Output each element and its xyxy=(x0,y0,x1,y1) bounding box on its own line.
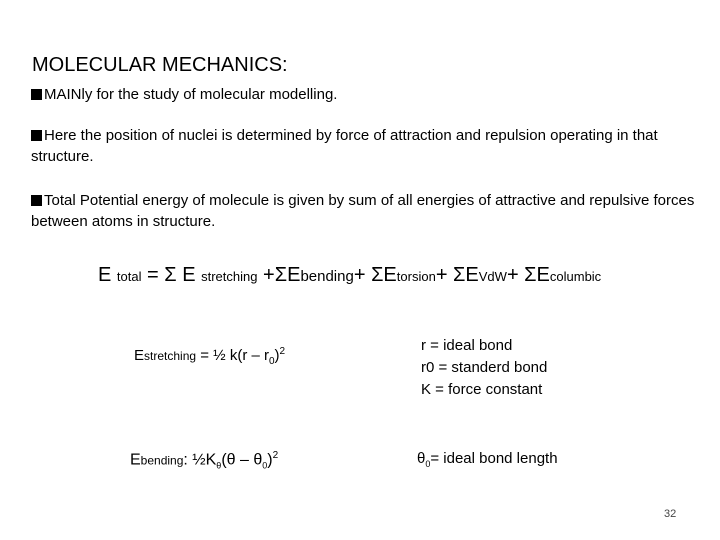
theta-definition xyxy=(417,450,558,469)
eq-bending-sub: bending xyxy=(300,268,354,285)
bend-open: (θ – θ xyxy=(221,451,263,469)
square-bullet-icon xyxy=(31,130,42,141)
eq-vdw-sub: VdW xyxy=(478,269,507,284)
total-energy-equation xyxy=(98,264,601,287)
eq-lhs-sub: total xyxy=(116,269,142,284)
bend-k-sub: θ xyxy=(216,460,222,471)
definitions-block xyxy=(421,335,547,401)
eq-plus-4: + ΣE xyxy=(506,264,550,286)
bullet-text-3: Total Potential energy of molecule is given by sum of all energies of attractive and repulsive forces between atoms in structure. xyxy=(31,192,695,230)
eq-plus-3: + ΣE xyxy=(435,264,479,286)
stretch-exp: 2 xyxy=(279,346,286,357)
theta-symbol: θ xyxy=(417,450,426,467)
bend-close: ) xyxy=(267,451,273,469)
bend-label: E xyxy=(130,451,141,469)
stretch-close: ) xyxy=(274,347,280,364)
eq-lhs: E xyxy=(98,264,112,286)
bullet-item-2 xyxy=(31,125,711,167)
square-bullet-icon xyxy=(31,89,42,100)
eq-columbic-sub: columbic xyxy=(549,269,602,284)
bend-colon: : ½K xyxy=(183,451,217,469)
theta-sub: 0 xyxy=(425,459,431,469)
stretch-label: E xyxy=(134,347,145,364)
slide-title: MOLECULAR MECHANICS: xyxy=(32,54,288,76)
page-number: 32 xyxy=(664,508,677,520)
theta-text: = ideal bond length xyxy=(430,450,558,467)
stretching-equation xyxy=(134,346,285,367)
bullet-item-3 xyxy=(31,190,711,232)
bend-exp: 2 xyxy=(272,450,279,461)
eq-torsion-sub: torsion xyxy=(396,269,436,284)
definition-r: r = ideal bond xyxy=(421,337,513,354)
stretch-eq-body: = ½ k(r – r xyxy=(196,347,269,364)
eq-plus-2: + ΣE xyxy=(353,264,397,286)
eq-stretching-sub: stretching xyxy=(201,269,258,284)
bend-label-sub: bending xyxy=(140,453,184,468)
bending-equation xyxy=(130,450,278,471)
definition-r0: r0 = standerd bond xyxy=(421,359,548,376)
bend-t0-sub: 0 xyxy=(262,460,268,471)
stretch-r0-sub: 0 xyxy=(268,356,275,367)
bullet-text-2: Here the position of nuclei is determined by force of attraction and repulsion operating in that structure. xyxy=(31,127,658,165)
stretch-label-sub: stretching xyxy=(144,349,197,363)
eq-plus-1: +ΣE xyxy=(257,264,301,286)
square-bullet-icon xyxy=(31,195,42,206)
eq-equals-sum: = Σ E xyxy=(141,264,196,286)
bullet-text-1: MAINly for the study of molecular modelling. xyxy=(44,86,338,103)
bullet-item-1 xyxy=(31,84,711,105)
definition-k: K = force constant xyxy=(421,381,543,398)
